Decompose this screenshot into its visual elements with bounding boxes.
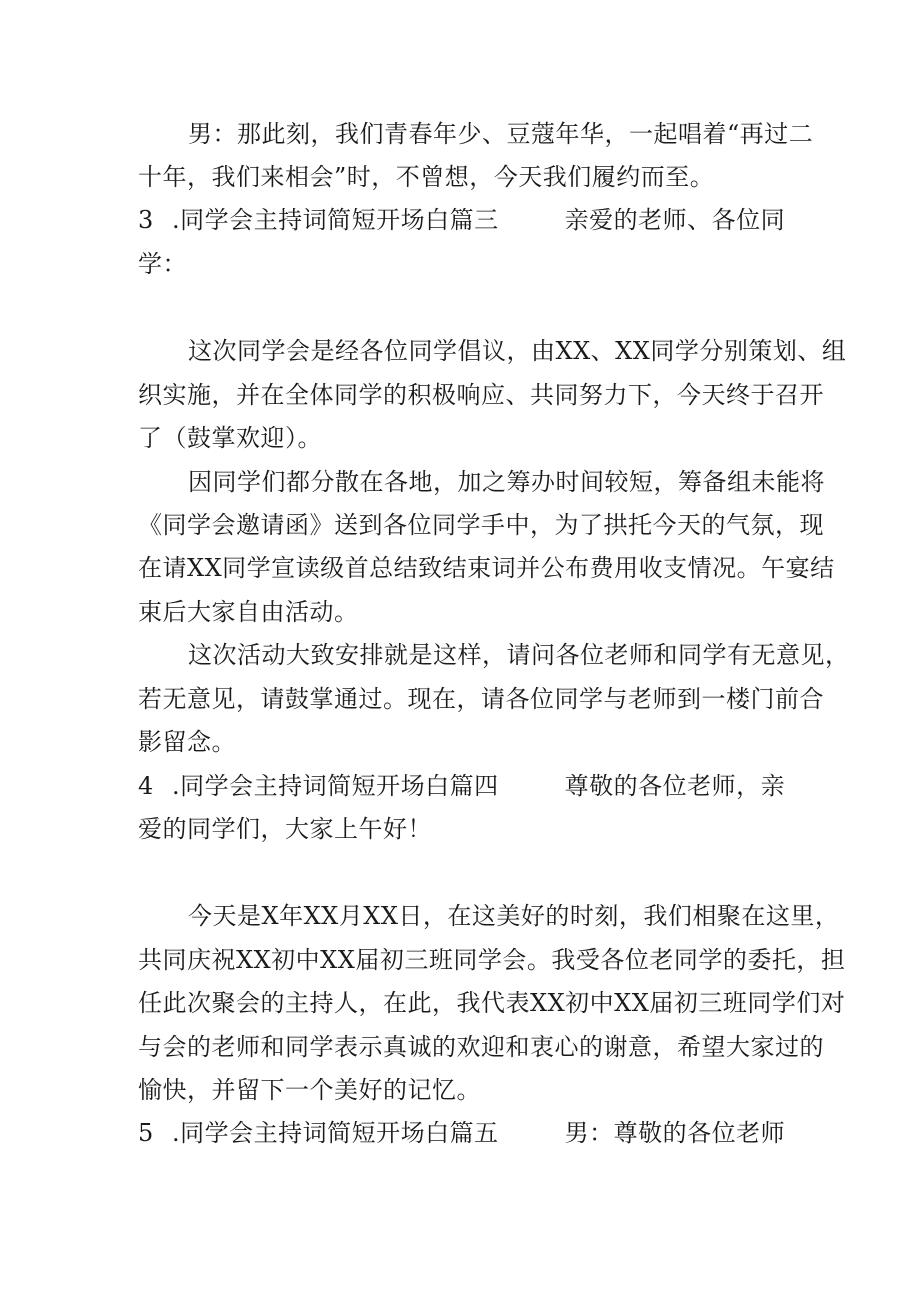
paragraph-line: 这次同学会是经各位同学倡议，由XX、XX同学分别策划、组 bbox=[188, 337, 847, 365]
paragraph-line: 任此次聚会的主持人，在此，我代表XX初中XX届初三班同学们对 bbox=[138, 989, 846, 1017]
heading-tail: 尊敬的各位老师，亲 bbox=[564, 772, 786, 800]
paragraph-line: 因同学们都分散在各地，加之筹办时间较短，筹备组未能将 bbox=[188, 468, 825, 496]
section-heading-4 bbox=[138, 771, 785, 801]
paragraph-line: 与会的老师和同学表示真诚的欢迎和衷心的谢意，希望大家过的 bbox=[138, 1033, 824, 1061]
heading-number: 4 bbox=[138, 772, 154, 800]
paragraph-line: 共同庆祝XX初中XX届初三班同学会。我受各位老同学的委托，担 bbox=[138, 946, 846, 974]
paragraph-line: 影留念。 bbox=[138, 728, 236, 756]
paragraph-line: 男：那此刻，我们青春年少、豆蔻年华，一起唱着“再过二 bbox=[188, 120, 814, 148]
section-heading-3 bbox=[138, 205, 785, 235]
paragraph-line: 十年，我们来相会”时，不曾想，今天我们履约而至。 bbox=[138, 163, 715, 191]
paragraph-line: 了（鼓掌欢迎）。 bbox=[138, 424, 322, 452]
heading-title: .同学会主持词简短开场白篇三 bbox=[172, 206, 499, 234]
heading-title: .同学会主持词简短开场白篇四 bbox=[172, 772, 499, 800]
paragraph-line: 织实施，并在全体同学的积极响应、共同努力下，今天终于召开 bbox=[138, 381, 824, 409]
heading-tail: 亲爱的老师、各位同 bbox=[564, 206, 786, 234]
heading-number: 3 bbox=[138, 206, 154, 234]
section-heading-5 bbox=[138, 1118, 785, 1148]
heading-tail-continued: 爱的同学们，大家上午好！ bbox=[138, 815, 432, 843]
paragraph-line: 在请XX同学宣读级首总结致结束词并公布费用收支情况。午宴结 bbox=[138, 554, 835, 582]
paragraph-line: 《同学会邀请函》送到各位同学手中，为了拱托今天的气氛，现 bbox=[138, 511, 824, 539]
heading-tail: 男：尊敬的各位老师 bbox=[564, 1119, 786, 1147]
heading-tail-continued: 学： bbox=[138, 250, 187, 278]
heading-number: 5 bbox=[138, 1119, 154, 1147]
paragraph-line: 若无意见，请鼓掌通过。现在，请各位同学与老师到一楼门前合 bbox=[138, 685, 824, 713]
paragraph-line: 今天是X年XX月XX日，在这美好的时刻，我们相聚在这里， bbox=[188, 902, 840, 930]
paragraph-line: 束后大家自由活动。 bbox=[138, 598, 359, 626]
paragraph-line: 这次活动大致安排就是这样，请问各位老师和同学有无意见， bbox=[188, 641, 850, 669]
paragraph-line: 愉快，并留下一个美好的记忆。 bbox=[138, 1076, 481, 1104]
heading-title: .同学会主持词简短开场白篇五 bbox=[172, 1119, 499, 1147]
